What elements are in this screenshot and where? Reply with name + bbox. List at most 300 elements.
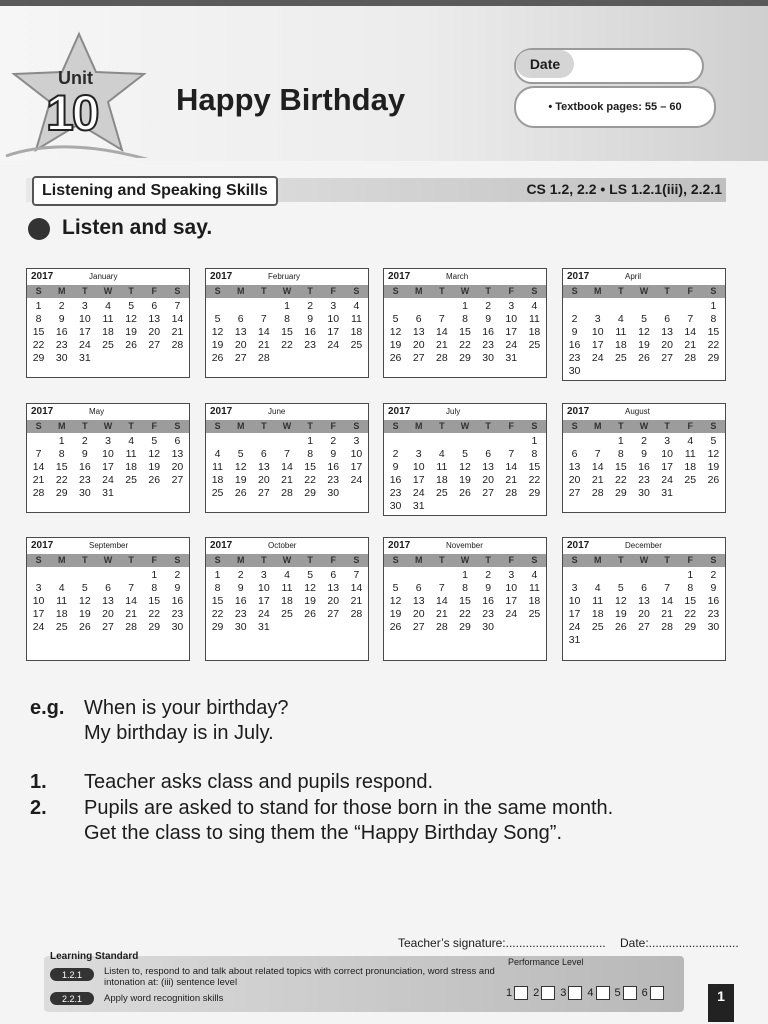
calendar-day: 19 — [389, 339, 402, 351]
calendar-day: 16 — [707, 595, 720, 607]
calendar-day: 25 — [211, 487, 224, 499]
calendar-month-name: February — [268, 272, 301, 281]
calendar-march — [383, 268, 547, 378]
calendar-day: 14 — [125, 595, 137, 607]
day-header: W — [639, 286, 649, 296]
calendar-day: 10 — [505, 313, 518, 325]
calendar-day: 16 — [79, 461, 91, 473]
calendar-day: 5 — [151, 435, 158, 447]
empty-cell — [563, 569, 586, 582]
step-number: 2. — [30, 797, 47, 819]
calendar-day: 14 — [171, 313, 184, 325]
day-header: M — [236, 421, 245, 431]
calendar-day: 2 — [571, 313, 578, 325]
calendar-day: 22 — [32, 339, 45, 351]
calendar-day: 19 — [125, 326, 137, 338]
calendar-day: 15 — [148, 595, 161, 607]
calendar-day: 1 — [462, 300, 468, 312]
calendar-day: 26 — [707, 474, 720, 486]
calendar-day: 13 — [102, 595, 114, 607]
calendar-day: 14 — [281, 461, 293, 473]
calendar-day: 9 — [58, 313, 65, 325]
calendar-day: 16 — [482, 326, 494, 338]
calendar-day: 10 — [661, 448, 673, 460]
calendar-day: 22 — [684, 608, 697, 620]
calendar-day: 15 — [459, 595, 471, 607]
calendar-day: 12 — [707, 448, 720, 460]
calendar-day: 13 — [568, 461, 581, 473]
calendar-day: 15 — [615, 461, 627, 473]
calendar-day: 3 — [81, 300, 88, 312]
calendar-day: 17 — [661, 461, 673, 473]
performance-level-checkbox[interactable] — [514, 986, 528, 1000]
calendar-day: 23 — [482, 339, 494, 351]
calendar-day: 23 — [171, 608, 184, 620]
empty-cell — [477, 435, 500, 448]
calendar-day: 12 — [638, 326, 650, 338]
calendar-day: 5 — [641, 313, 647, 325]
calendar-day: 5 — [128, 300, 135, 312]
day-header: S — [353, 421, 360, 431]
calendar-day: 27 — [234, 352, 247, 364]
calendar-day: 6 — [330, 569, 337, 581]
calendar-day: 6 — [105, 582, 111, 594]
day-header: W — [282, 421, 292, 431]
day-header: S — [531, 286, 538, 296]
day-header: S — [392, 421, 399, 431]
step-text: Teacher asks class and pupils respond. — [84, 771, 434, 793]
section-label: Listening and Speaking Skills — [32, 176, 278, 206]
calendar-day: 18 — [591, 608, 604, 620]
day-header: T — [307, 286, 313, 296]
calendar-day: 11 — [684, 448, 696, 460]
empty-cell — [27, 569, 50, 582]
calendar-year: 2017 — [31, 540, 54, 551]
calendar-day: 6 — [485, 448, 492, 460]
calendar-day: 17 — [412, 474, 425, 486]
empty-cell — [252, 300, 275, 313]
calendar-day: 7 — [284, 448, 290, 460]
calendar-day: 14 — [436, 595, 448, 607]
empty-cell — [407, 435, 430, 448]
calendar-day: 25 — [591, 621, 604, 633]
calendar-day: 11 — [528, 313, 540, 325]
calendar-day: 30 — [389, 500, 402, 512]
day-header: T — [128, 555, 134, 565]
calendar-day: 4 — [687, 435, 694, 447]
calendar-day: 4 — [617, 313, 624, 325]
calendar-day: 15 — [211, 595, 224, 607]
calendar-day: 27 — [568, 487, 581, 499]
day-header: S — [214, 421, 221, 431]
empty-cell — [453, 435, 476, 448]
calendar-day: 20 — [234, 339, 247, 351]
calendar-day: 23 — [568, 352, 581, 364]
calendar-day: 19 — [638, 339, 650, 351]
calendar-day: 1 — [687, 569, 694, 581]
calendar-day: 11 — [615, 326, 627, 338]
calendar-day: 27 — [638, 621, 650, 633]
calendar-day: 8 — [214, 582, 221, 594]
page-number: 1 — [708, 984, 734, 1022]
calendar-day: 12 — [125, 313, 137, 325]
calendar-day: 7 — [594, 448, 601, 460]
calendar-day: 20 — [482, 474, 494, 486]
calendar-day: 14 — [661, 595, 673, 607]
calendar-day: 13 — [412, 595, 425, 607]
calendar-day: 21 — [591, 474, 604, 486]
calendar-day: 20 — [102, 608, 114, 620]
calendar-day: 31 — [412, 500, 425, 512]
calendar-day: 19 — [389, 608, 402, 620]
calendar-day: 28 — [32, 487, 45, 499]
calendar-day: 29 — [707, 352, 720, 364]
calendar-february — [205, 268, 369, 378]
empty-cell — [679, 300, 702, 313]
day-header: T — [128, 421, 134, 431]
calendar-month-name: March — [446, 272, 469, 281]
calendar-day: 4 — [594, 582, 601, 594]
performance-level-checkbox[interactable] — [623, 986, 637, 1000]
calendar-year: 2017 — [210, 271, 233, 282]
calendar-day: 28 — [125, 621, 137, 633]
calendar-day: 20 — [148, 326, 161, 338]
calendar-day: 22 — [707, 339, 720, 351]
calendar-day: 17 — [350, 461, 363, 473]
calendar-day: 18 — [528, 595, 541, 607]
performance-level-checkbox[interactable] — [650, 986, 664, 1000]
standard-text: Listen to, respond to and talk about related topics with correct pronunciation, word stress and intonation at: (iii) sentence level — [104, 966, 495, 988]
calendar-day: 21 — [32, 474, 45, 486]
calendar-day: 10 — [591, 326, 604, 338]
step-number: 1. — [30, 771, 47, 793]
calendar-day: 1 — [58, 435, 65, 447]
calendar-year: 2017 — [210, 406, 233, 417]
calendar-day: 9 — [174, 582, 181, 594]
calendar-day: 30 — [234, 621, 247, 633]
calendar-day: 16 — [389, 474, 402, 486]
calendar-day: 13 — [661, 326, 673, 338]
calendar-day: 15 — [281, 326, 293, 338]
calendar-day: 10 — [327, 313, 340, 325]
performance-level-checkbox[interactable] — [568, 986, 582, 1000]
calendar-day: 17 — [32, 608, 45, 620]
day-header: T — [82, 421, 88, 431]
empty-cell — [656, 569, 679, 582]
calendar-day: 18 — [281, 595, 293, 607]
calendar-day: 7 — [438, 582, 445, 594]
performance-level-number: 6 — [641, 987, 648, 999]
calendar-day: 19 — [707, 461, 720, 473]
day-header: S — [35, 286, 42, 296]
calendar-month-name: August — [625, 407, 650, 416]
calendar-day: 2 — [174, 569, 181, 581]
calendar-day: 10 — [350, 448, 363, 460]
day-header: S — [353, 555, 360, 565]
standard-code-badge: 1.2.1 — [50, 968, 94, 981]
calendar-day: 3 — [594, 313, 601, 325]
calendar-day: 23 — [327, 474, 340, 486]
calendar-day: 18 — [615, 339, 627, 351]
calendar-year: 2017 — [567, 406, 590, 417]
calendar-day: 10 — [568, 595, 581, 607]
calendar-day: 20 — [412, 608, 425, 620]
performance-level-checkbox[interactable] — [596, 986, 610, 1000]
day-header: M — [57, 421, 66, 431]
calendar-day: 30 — [55, 352, 68, 364]
day-header: S — [35, 555, 42, 565]
calendar-day: 20 — [412, 339, 425, 351]
empty-cell — [609, 569, 632, 582]
calendar-day: 9 — [485, 582, 492, 594]
calendar-day: 18 — [528, 326, 541, 338]
calendar-day: 7 — [128, 582, 135, 594]
calendar-day: 28 — [281, 487, 293, 499]
empty-cell — [252, 435, 275, 448]
calendar-day: 2 — [485, 300, 492, 312]
calendar-day: 15 — [304, 461, 316, 473]
audio-disc-icon — [28, 218, 50, 240]
calendar-day: 29 — [615, 487, 627, 499]
calendar-day: 4 — [105, 300, 111, 312]
day-header: F — [151, 286, 158, 296]
calendar-day: 24 — [591, 352, 604, 364]
calendar-day: 22 — [281, 339, 293, 351]
calendar-day: 24 — [32, 621, 45, 633]
calendar-day: 10 — [258, 582, 270, 594]
calendar-day: 9 — [571, 326, 578, 338]
calendar-day: 17 — [327, 326, 340, 338]
day-header: T — [261, 286, 267, 296]
calendar-day: 25 — [55, 621, 68, 633]
performance-level-checkbox[interactable] — [541, 986, 555, 1000]
calendar-day: 13 — [258, 461, 270, 473]
calendar-day: 28 — [684, 352, 697, 364]
calendar-day: 6 — [415, 313, 422, 325]
calendar-day: 8 — [617, 448, 624, 460]
calendar-day: 11 — [436, 461, 448, 473]
day-header: W — [103, 421, 113, 431]
calendar-day: 27 — [327, 608, 340, 620]
day-header: T — [618, 421, 624, 431]
day-header: M — [236, 286, 245, 296]
calendar-day: 2 — [710, 569, 717, 581]
day-header: T — [618, 286, 624, 296]
calendar-day: 22 — [55, 474, 68, 486]
calendar-day: 27 — [412, 352, 425, 364]
calendar-day: 18 — [102, 326, 114, 338]
calendar-day: 17 — [568, 608, 581, 620]
calendar-day: 7 — [174, 300, 181, 312]
calendar-day: 11 — [102, 313, 114, 325]
calendar-october — [205, 537, 369, 661]
day-header: W — [103, 555, 113, 565]
calendar-day: 14 — [684, 326, 697, 338]
calendar-day: 10 — [32, 595, 45, 607]
day-header: W — [460, 421, 470, 431]
calendar-day: 5 — [81, 582, 88, 594]
calendar-day: 3 — [353, 435, 360, 447]
calendar-year: 2017 — [567, 271, 590, 282]
calendar-day: 16 — [482, 595, 494, 607]
calendar-day: 24 — [505, 608, 518, 620]
calendar-day: 4 — [214, 448, 221, 460]
calendar-day: 26 — [389, 352, 402, 364]
calendar-day: 25 — [436, 487, 448, 499]
calendar-day: 27 — [661, 352, 673, 364]
calendar-day: 16 — [304, 326, 316, 338]
calendar-day: 7 — [353, 569, 360, 581]
calendar-day: 1 — [35, 300, 42, 312]
textbook-pages: • Textbook pages: 55 – 60 — [514, 86, 716, 128]
calendar-day: 21 — [258, 339, 270, 351]
calendar-day: 26 — [148, 474, 161, 486]
calendar-day: 28 — [505, 487, 518, 499]
calendar-day: 14 — [436, 326, 448, 338]
calendar-day: 23 — [55, 339, 68, 351]
calendar-day: 30 — [707, 621, 720, 633]
calendar-day: 6 — [664, 313, 671, 325]
calendar-day: 8 — [151, 582, 158, 594]
calendar-day: 21 — [171, 326, 184, 338]
day-header: F — [687, 555, 694, 565]
day-header: T — [261, 555, 267, 565]
calendar-day: 20 — [171, 461, 184, 473]
calendar-day: 6 — [415, 582, 422, 594]
calendar-day: 5 — [617, 582, 624, 594]
calendar-day: 4 — [531, 300, 538, 312]
calendar-april — [562, 268, 726, 381]
calendar-day: 16 — [55, 326, 68, 338]
day-header: S — [392, 286, 399, 296]
calendar-day: 11 — [281, 582, 293, 594]
calendar-day: 12 — [148, 448, 161, 460]
calendar-day: 20 — [258, 474, 270, 486]
calendar-day: 6 — [174, 435, 181, 447]
day-header: M — [593, 421, 602, 431]
calendar-day: 28 — [258, 352, 270, 364]
calendar-year: 2017 — [210, 540, 233, 551]
performance-level-title: Performance Level — [508, 957, 584, 967]
calendar-day: 5 — [462, 448, 468, 460]
day-header: M — [414, 555, 423, 565]
calendar-day: 1 — [284, 300, 290, 312]
calendar-month-name: September — [89, 541, 129, 550]
calendar-day: 24 — [568, 621, 581, 633]
calendar-day: 24 — [258, 608, 270, 620]
calendar-day: 22 — [459, 339, 471, 351]
calendar-day: 22 — [211, 608, 224, 620]
calendar-day: 5 — [214, 313, 221, 325]
calendar-month-name: April — [625, 272, 642, 281]
calendar-day: 13 — [148, 313, 161, 325]
calendar-day: 29 — [32, 352, 45, 364]
calendar-day: 11 — [212, 461, 224, 473]
day-header: T — [664, 555, 670, 565]
calendar-day: 25 — [102, 339, 114, 351]
calendar-day: 29 — [304, 487, 316, 499]
calendar-day: 9 — [710, 582, 717, 594]
calendar-day: 17 — [505, 595, 518, 607]
day-header: F — [508, 286, 515, 296]
calendar-month-name: May — [89, 407, 105, 416]
example-label: e.g. — [30, 697, 65, 719]
calendar-day: 15 — [684, 595, 697, 607]
calendar-day: 15 — [707, 326, 720, 338]
day-header: S — [174, 421, 181, 431]
calendar-day: 31 — [258, 621, 270, 633]
calendar-day: 8 — [35, 313, 42, 325]
day-header: F — [151, 421, 158, 431]
day-header: W — [282, 555, 292, 565]
day-header: W — [639, 555, 649, 565]
calendar-day: 26 — [615, 621, 627, 633]
day-header: S — [571, 286, 578, 296]
calendar-year: 2017 — [388, 271, 411, 282]
calendar-day: 13 — [327, 582, 340, 594]
calendar-day: 9 — [392, 461, 399, 473]
performance-level-number: 2 — [533, 987, 540, 999]
calendar-day: 17 — [79, 326, 91, 338]
empty-cell — [275, 435, 298, 448]
performance-level-number: 3 — [560, 987, 567, 999]
calendar-day: 1 — [710, 300, 717, 312]
calendar-day: 9 — [237, 582, 244, 594]
calendar-day: 10 — [102, 448, 114, 460]
calendar-day: 4 — [128, 435, 135, 447]
calendar-day: 28 — [436, 621, 448, 633]
empty-cell — [50, 569, 73, 582]
calendar-day: 13 — [638, 595, 650, 607]
day-header: T — [485, 286, 491, 296]
empty-cell — [586, 300, 609, 313]
calendar-day: 26 — [389, 621, 402, 633]
calendar-day: 11 — [350, 313, 362, 325]
empty-cell — [632, 300, 655, 313]
calendar-month-name: July — [446, 407, 461, 416]
calendar-day: 25 — [528, 339, 541, 351]
calendar-day: 15 — [459, 326, 471, 338]
calendar-month-name: November — [446, 541, 483, 550]
calendar-day: 2 — [641, 435, 647, 447]
calendar-year: 2017 — [31, 271, 54, 282]
empty-cell — [632, 569, 655, 582]
calendar-day: 30 — [171, 621, 184, 633]
empty-cell — [120, 569, 143, 582]
day-header: F — [330, 555, 337, 565]
empty-cell — [229, 435, 252, 448]
calendar-day: 23 — [79, 474, 91, 486]
calendar-day: 20 — [661, 339, 673, 351]
calendar-day: 30 — [482, 352, 494, 364]
calendar-day: 6 — [237, 313, 244, 325]
day-header: T — [439, 421, 445, 431]
calendar-day: 1 — [462, 569, 468, 581]
calendar-day: 20 — [327, 595, 340, 607]
calendar-day: 11 — [125, 448, 137, 460]
calendar-day: 31 — [661, 487, 673, 499]
calendar-day: 3 — [415, 448, 422, 460]
calendar-day: 4 — [531, 569, 538, 581]
day-header: W — [460, 286, 470, 296]
calendar-day: 18 — [211, 474, 224, 486]
calendar-day: 26 — [459, 487, 471, 499]
empty-cell — [430, 569, 453, 582]
calendar-day: 10 — [79, 313, 91, 325]
calendar-day: 28 — [171, 339, 184, 351]
calendar-year: 2017 — [388, 540, 411, 551]
day-header: W — [282, 286, 292, 296]
